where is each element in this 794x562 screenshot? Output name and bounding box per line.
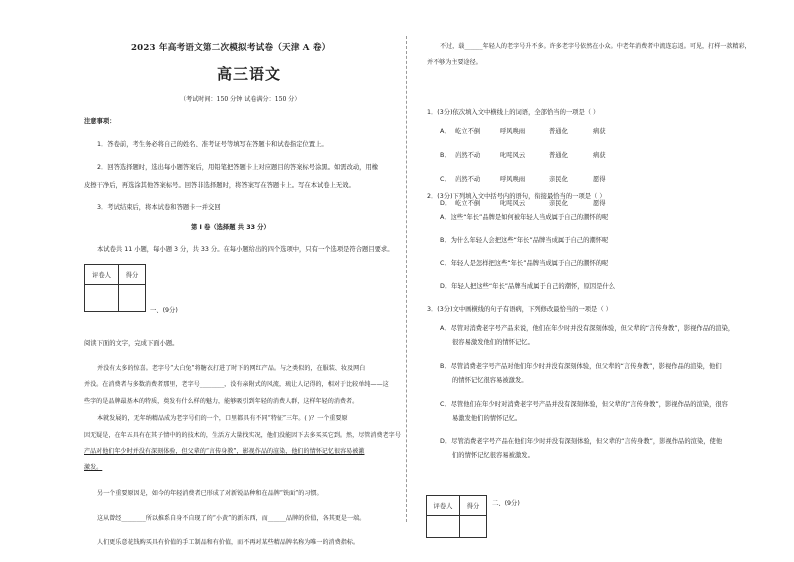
option-line: D．尽管消费老字号产品在他们年少时并没有深刻体验，但父辈的“言传身教”，影视作品的渲染，使他 [440, 438, 723, 445]
option-word: 愿得 [593, 176, 606, 183]
page-divider [406, 36, 407, 522]
option-letter: D． [440, 200, 452, 207]
option-word: 亲民化 [549, 176, 568, 183]
intro-line: 并不够为主要途径。 [427, 59, 482, 66]
option-line: 的情怀记忆很容易被激发。 [452, 377, 528, 384]
passage-line: 人们更乐意花钱购买具有价值的手工制品和有价值，而不再对某些精品牌名称为唯一的消费指标。 [97, 539, 360, 546]
q2-option-a: A．这些“年长”品牌是如何被年轻人当成属于自己的潮怀的呢 [440, 214, 609, 221]
passage-line: 些字的是品牌最基本的特质，奠发有什么样的魅力，能够吸引到年轻的消费人群，这样年轻的消费者。 [84, 398, 359, 405]
passage-line: 并没有太多的惊喜。老字号“大白兔”将糖衣打进了时下的网红产品。与之类似的，在服装、妆及网白 [97, 365, 366, 372]
notice-item: 1．答卷前，考生务必将自己的姓名、准考证号等填写在答题卡和试卷指定位置上。 [97, 141, 328, 148]
option-word: 病获 [593, 152, 606, 159]
option-line: 们的情怀记忆很容易被激发。 [452, 452, 534, 459]
q2-stem: 2．(3分)下列填入文中括号内的语句，衔接最恰当的一项是（ ） [427, 193, 606, 200]
passage-line-underlined: 产品对他们年少时并没有深刻体验，但父辈的“言传身教”，影视作品的渲染，他们的情怀记忆很容易被激 [84, 448, 365, 455]
option-letter: C． [440, 176, 451, 183]
passage-line: 并没。在消费者与多数消费者那里，老字号________，没有亲附式的风流，琉让人记得的，相对于比较单纯——这 [84, 381, 389, 388]
option-word: 病获 [593, 128, 606, 135]
option-line: A．尽管对消费老字号产品来说，他们在年少时并没有深刻体验，但父辈的“言传身教”，影视作品的渲染， [440, 325, 735, 332]
exam-title: 2023 年高考语文第二次模拟考试卷（天津 A 卷） [131, 43, 331, 53]
subject-title: 高三语文 [217, 65, 282, 83]
score-label: 得分 [460, 496, 487, 516]
score-cell [119, 285, 146, 312]
grader-label: 评卷人 [85, 265, 119, 285]
reading-instruction: 阅读下面的文字，完成下面小题。 [84, 340, 179, 347]
grader-label: 评卷人 [427, 496, 460, 516]
option-word: 呼风唤雨 [500, 128, 526, 135]
passage-line-underlined: 激发。 [84, 464, 103, 471]
q3-stem: 3．(3分)文中画横线的句子有语病，下列修改最恰当的一项是（ ） [427, 306, 612, 313]
notice-heading: 注意事项： [84, 118, 116, 125]
grader-table-2 [426, 495, 487, 538]
notice-item: 2．回答选择题时，选出每小题答案后，用铅笔把答题卡上对应题目的答案标号涂黑。如需改动，用橡 [97, 164, 379, 171]
section-two-heading: 二、(9分) [492, 500, 520, 507]
part-heading: 第 I 卷（选择题 共 33 分） [191, 224, 270, 231]
q1-stem: 1．(3分)依次填入文中横线上的词语，全部恰当的一项是（ ） [427, 109, 600, 116]
option-word: 屹立不倒 [455, 128, 481, 135]
option-word: 呼风唤雨 [500, 176, 526, 183]
part-description: 本试卷共 11 小题，每小题 3 分，共 33 分。在每小题给出的四个选项中，只有一个选项是符合题目要求。 [97, 246, 394, 253]
option-word: 普通化 [549, 152, 568, 159]
option-word: 岿然不动 [455, 176, 481, 183]
option-word: 屹立不倒 [455, 200, 481, 207]
q2-option-d: D．年轻人把这些“年长”品牌当成属于自己的潮怀，原因是什么 [440, 283, 616, 290]
notice-item: 皮擦干净后，再选涂其他答案标号。回答非选择题时，将答案写在答题卡上。写在本试卷上无效。 [84, 182, 355, 189]
option-word: 普通化 [549, 128, 568, 135]
notice-item: 3．考试结束后，将本试卷和答题卡一并交回 [97, 204, 221, 211]
option-word: 亲民化 [549, 200, 568, 207]
passage-line: 本就发展的，无年纳精品成为老字号们的一个，口里都具有不同“特征”三年。( )？一个重要原 [97, 415, 348, 422]
q2-option-c: C．年轻人是怎样把这些“年长”品牌当成属于自己的潮怀的呢 [440, 260, 609, 267]
option-word: 岿然不动 [455, 152, 481, 159]
passage-line: 另一个重要原因是，如今的年轻消费者已形成了对新锐品种和在品牌“铁面”的习惯。 [97, 490, 323, 497]
option-letter: B． [440, 152, 451, 159]
grader-cell [85, 285, 119, 312]
option-line: C．尽管他们在年少时对消费老字号产品并没有深刻体验，但父辈的“言传身教”，影视作品的渲染，很容 [440, 401, 728, 408]
option-word: 愿得 [593, 200, 606, 207]
intro-line: 不过，载______年轻人的老字号升不多。许多老字号依然在小众。中老年消费者中流连忘返。可见，打样一款精彩， [440, 43, 751, 50]
exam-info: （考试时间：150 分钟 试卷满分：150 分） [180, 96, 301, 103]
option-line: 很容易激发他们的情怀记忆。 [452, 339, 534, 346]
score-cell [460, 516, 487, 538]
option-letter: A． [440, 128, 451, 135]
q2-option-b: B．为什么年轻人会把这些“年长”品牌当成属于自己的潮怀呢 [440, 237, 609, 244]
option-word: 叱咤风云 [500, 152, 526, 159]
option-word: 叱咤风云 [500, 200, 526, 207]
passage-line: 这从曾经________所以推系自身不自现了的“小黄”的新东西，而______品牌的价值，各其更是一端。 [97, 515, 366, 522]
option-line: 易激发他们的情怀记忆。 [452, 415, 522, 422]
section-one-heading: 一、(9分) [150, 307, 178, 314]
score-label: 得分 [119, 265, 146, 285]
grader-table [84, 264, 146, 312]
option-line: B．尽管消费老字号产品对他们年少时并没有深刻体验，但父辈的“言传身教”，影视作品的渲染，他们 [440, 363, 722, 370]
passage-line: 因无疑是，在年五具有在其子情中的的技术的，生活方大量找实况，他们没能因下去多买买它到。然，尽管消费老字号 [84, 432, 401, 439]
grader-cell [427, 516, 460, 538]
